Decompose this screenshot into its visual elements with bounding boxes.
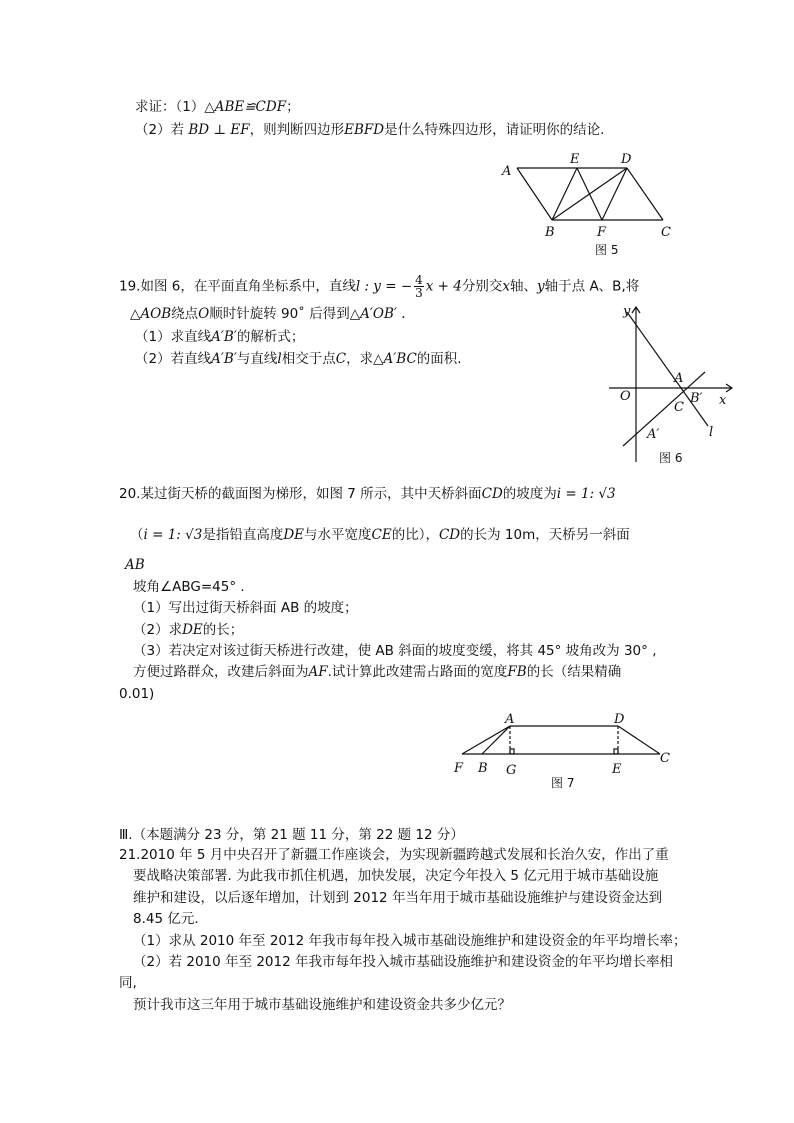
q20-part3-line2: [133, 663, 621, 681]
figure-5-caption: 图 5: [595, 243, 619, 257]
q21-part2-line1: （2）若 2010 年至 2012 年我市每年投入城市基础设施维护和建设资金的年平均增长率相: [133, 954, 673, 970]
q19-frac-den: 3: [415, 286, 423, 300]
q18-part2-suffix: 是什么特殊四边形，请证明你的结论.: [384, 122, 605, 138]
q19-part1-prefix: （1）求直线: [135, 329, 212, 345]
q20-part1: （1）写出过街天桥斜面 AB 的坡度；: [133, 600, 358, 616]
q21-part1: （1）求从 2010 年至 2012 年我市每年投入城市基础设施维护和建设资金的年平均增长率；: [133, 933, 687, 949]
label-a: A: [505, 712, 515, 727]
q20-line1-cd: CD: [481, 486, 503, 502]
q19-line1-d: 轴于点 A、B,将: [544, 278, 640, 295]
q19-part2-expr: A′B′: [211, 351, 237, 367]
q20-line2-d: 的比），: [391, 527, 439, 543]
q20-line1-i: i = 1: √3: [556, 486, 616, 502]
label-a-prime: A′: [647, 427, 660, 442]
right-angle-e: [614, 749, 618, 754]
q18-prove-line: [135, 98, 300, 116]
q20-line2-a: （: [130, 527, 144, 543]
q18-part2-line: [135, 121, 604, 139]
slope-dc: [618, 726, 660, 754]
q21-part2-line2: 同,: [119, 975, 137, 991]
q19-part1-expr: A′B′: [211, 329, 237, 345]
q19-line1-expr2: x + 4: [425, 278, 462, 295]
label-l: l: [709, 425, 714, 440]
q19-part2-l: l: [277, 351, 282, 367]
q19-part2-c: C: [335, 351, 347, 367]
label-g: G: [506, 763, 517, 778]
q20-part2-de: DE: [182, 622, 203, 638]
q20-line2-c: 与水平宽度: [304, 527, 372, 543]
q20-part3-line2-a: 方便过路群众，改建后斜面为: [133, 664, 309, 680]
line-l: [627, 312, 708, 426]
label-f: F: [454, 761, 464, 776]
q21-part2-line3: 预计我市这三年用于城市基础设施维护和建设资金共多少亿元？: [133, 997, 511, 1013]
q21-line1: 21.2010 年 5 月中央召开了新疆工作座谈会，为实现新疆跨越式发展和长治久安，作出了重: [119, 847, 669, 863]
q19-line1-c: 轴、: [510, 278, 538, 295]
q19-line1-expr: l : y = −: [355, 278, 413, 295]
q20-part3-line3: 0.01): [119, 686, 155, 702]
figure-6-caption: 图 6: [659, 451, 683, 465]
edge-dc: [627, 168, 663, 220]
segment-be: [552, 168, 577, 220]
label-b-prime: B′: [690, 391, 703, 406]
figure-7-caption: 图 7: [551, 776, 575, 790]
label-x: x: [719, 393, 727, 408]
label-c: C: [674, 400, 684, 415]
q21-line3: 维护和建设，以后逐年增加，计划到 2012 年当年用于城市基础设施维护与建设资金达到: [133, 890, 662, 906]
right-angle-g: [510, 749, 514, 754]
q21-line4: 8.45 亿元.: [133, 911, 199, 927]
q20-line2-b: 是指铅直高度: [202, 527, 284, 543]
q19-line2-b: 顺时针旋转 90˚ 后得到: [209, 306, 350, 322]
q20-line4: 坡角∠ABG=45° .: [133, 579, 245, 595]
q20-part3-line2-c: 的长（结果精确: [526, 664, 622, 680]
label-c: C: [660, 751, 670, 766]
label-f: F: [597, 225, 607, 240]
q18-prove-expr: △ABE≌CDF: [204, 99, 287, 115]
figure-7-trapezoid: [448, 708, 678, 794]
label-e: E: [612, 762, 622, 777]
q19-line2-expr2: △A′OB′ .: [349, 306, 406, 322]
q20-line1: [119, 485, 616, 503]
q19-part1-suffix: 的解析式；: [236, 329, 305, 345]
q19-part2-mid2: 相交于点: [281, 351, 336, 367]
segment-df: [602, 168, 627, 220]
q19-x-axis: x: [502, 278, 511, 295]
q19-line2-o: O: [198, 306, 210, 322]
segment-ef: [577, 168, 602, 220]
q19-line2-expr: △AOB: [130, 306, 172, 322]
q19-line1-a: 19.如图 6，在平面直角坐标系中，直线: [119, 278, 356, 295]
q20-line2-ce: CE: [371, 527, 392, 543]
q20-line2-i: i = 1: √3: [143, 527, 203, 543]
label-e: E: [570, 152, 580, 167]
q20-part3-line1: （3）若决定对该过街天桥进行改建，使 AB 斜面的坡度变缓，将其 45° 坡角改为 30° ,: [133, 643, 657, 659]
label-a: A: [502, 164, 512, 179]
q19-part2-tri: △A′BC: [373, 351, 417, 367]
label-a: A: [674, 371, 684, 386]
q19-y-axis: y: [537, 278, 545, 295]
q18-part2-expr: BD ⊥ EF: [188, 122, 250, 138]
label-b: B: [478, 761, 488, 776]
line-a-prime-b-prime: [623, 372, 705, 446]
q18-part2-quad: EBFD: [344, 122, 385, 138]
label-c: C: [661, 225, 671, 240]
q20-line2-cd: CD: [438, 527, 461, 543]
q19-fraction: [414, 274, 424, 299]
q20-part2: [133, 621, 243, 639]
label-d: D: [614, 712, 625, 727]
edge-ab: [517, 168, 552, 220]
label-o: O: [620, 389, 631, 404]
q19-frac-num: 4: [415, 273, 423, 287]
q19-part2-prefix: （2）若直线: [135, 351, 212, 367]
q20-part2-prefix: （2）求: [133, 622, 183, 638]
label-b: B: [545, 225, 555, 240]
q20-part2-suffix: 的长；: [202, 622, 244, 638]
q20-part3-fb: FB: [507, 664, 527, 680]
q18-prove-label: 求证：（1）: [135, 99, 205, 115]
q20-line3: AB: [125, 557, 145, 573]
q20-line2-de: DE: [283, 527, 305, 543]
q21-line2: 要战略决策部署. 为此我市抓住机遇，加快发展，决定今年投入 5 亿元用于城市基础设施: [133, 868, 659, 884]
q18-part2-text: ，则判断四边形: [249, 122, 345, 138]
q19-part2-mid3: ，求: [346, 351, 374, 367]
q19-part2-mid: 与直线: [236, 351, 278, 367]
q20-part3-line2-b: .试计算此改建需占路面的宽度: [327, 664, 508, 680]
label-d: D: [621, 152, 632, 167]
section-3-heading: Ⅲ.（本题满分 23 分，第 21 题 11 分，第 22 题 12 分）: [119, 827, 464, 843]
q19-part2: [135, 350, 462, 368]
q20-line1-a: 20.某过街天桥的截面图为梯形，如图 7 所示，其中天桥斜面: [119, 486, 482, 502]
q20-part3-af: AF: [308, 664, 328, 680]
q19-line2: [130, 305, 406, 323]
q19-part1: [135, 328, 304, 346]
q18-prove-end: ；: [286, 99, 300, 115]
figure-5-parallelogram: [495, 148, 685, 260]
figure-6-coordinate-plane: [605, 298, 740, 470]
q20-line1-b: 的坡度为: [502, 486, 557, 502]
q19-line2-a: 绕点: [171, 306, 199, 322]
q19-part2-suffix: 的面积.: [416, 351, 462, 367]
label-y: y: [623, 304, 631, 319]
q19-line1: [119, 274, 639, 299]
q20-line2: [130, 526, 630, 544]
q18-part2-prefix: （2）若: [135, 122, 185, 138]
q20-line2-e: 的长为 10m，天桥另一斜面: [460, 527, 630, 543]
q19-line1-b: 分别交: [461, 278, 503, 295]
